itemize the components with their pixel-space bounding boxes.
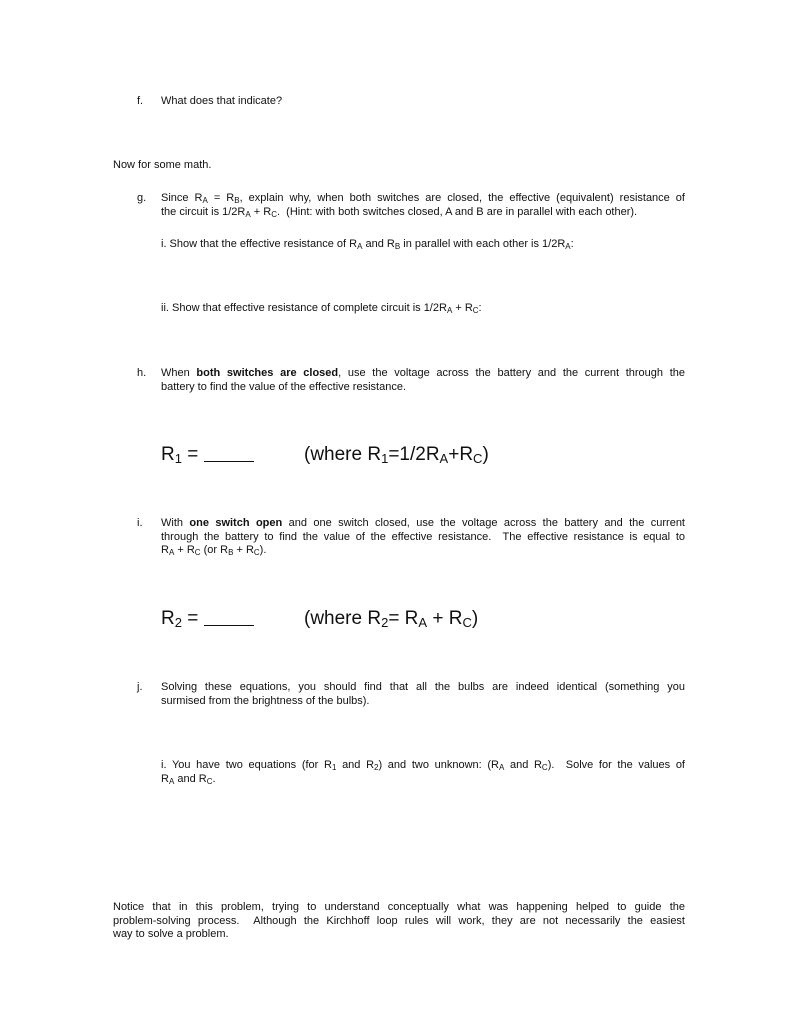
item-g-line2: the circuit is $1/2R_A + R_C$. (Hint: with both switches closed, A and B are in parallel with each other).: [161, 205, 638, 219]
item-g-line1: Since $R_A = R_B$, explain why, when both switches are closed, the effective (equivalent) resistance of: [161, 192, 685, 205]
item-g-sub-ii: ii. Show that effective resistance of complete circuit is $1/2R_A + R_C$:: [161, 302, 482, 315]
item-g-label: g.: [137, 192, 147, 204]
intro-text: Now for some math.: [113, 159, 212, 171]
item-i-bold: one switch open: [189, 517, 283, 529]
item-h-label: h.: [137, 367, 147, 379]
item-i-text: With one switch open and one switch closed, use the voltage across the battery and the current through the battery to find the value of the effective resistance. The effective resistance is equal to $R_A + R_C$ (or $R_B + R_C$).: [161, 517, 685, 557]
item-g-text: [161, 192, 685, 219]
item-h-bold: both switches are closed: [196, 367, 339, 379]
equation-r1-right: (where R1=1/2RA+RC): [304, 444, 489, 466]
item-f-text: What does that indicate?: [161, 95, 283, 107]
equation-r2-left: R2 =: [161, 608, 254, 630]
item-f-label: f.: [137, 95, 144, 107]
r2-answer-blank[interactable]: [204, 609, 254, 626]
item-j-sub-i: i. You have two equations (for $R_1$ and $R_2$) and two unknown: ($R_A$ and $R_C$). Solve for the values of $R_A$ and $R_C$.: [161, 759, 685, 786]
equation-r1-left: R1 =: [161, 444, 254, 466]
r1-answer-blank[interactable]: [204, 445, 254, 462]
item-j-label: j.: [137, 681, 143, 693]
closing-paragraph: Notice that in this problem, trying to understand conceptually what was happening helped to guide the problem-solving process. Although the Kirchhoff loop rules will work, they are not necessarily the easiest way to solve a problem.: [113, 901, 685, 940]
item-h-text: When both switches are closed, use the voltage across the battery and the current through the battery to find the value of the effective resistance.: [161, 367, 685, 393]
equation-r2-right: (where R2= RA + RC): [304, 608, 479, 630]
item-i-label: i.: [137, 517, 143, 529]
item-g-sub-i: i. Show that the effective resistance of $R_A$ and $R_B$ in parallel with each other is $1/2R_A$:: [161, 238, 574, 251]
item-j-text: Solving these equations, you should find that all the bulbs are indeed identical (something you surmised from the brightness of the bulbs).: [161, 681, 685, 707]
